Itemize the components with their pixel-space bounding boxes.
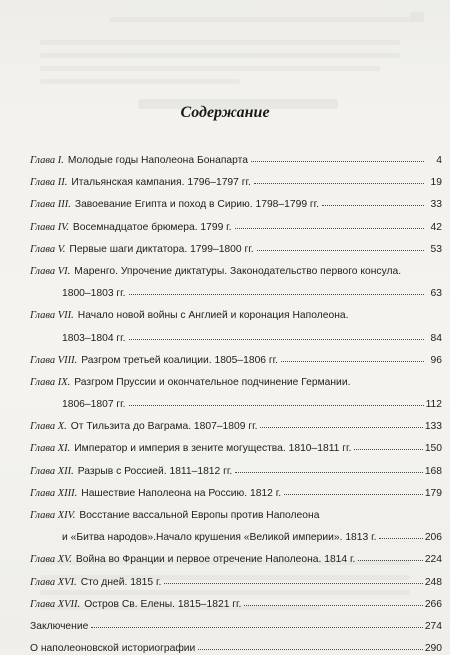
- chapter-label: Глава XVII.: [30, 598, 81, 610]
- toc-entry-spacer: [30, 167, 442, 177]
- toc-entry-spacer: [30, 345, 442, 355]
- toc-entry-spacer: [30, 234, 442, 244]
- dot-leader: [254, 183, 424, 184]
- toc-entry[interactable]: [30, 421, 442, 433]
- toc-entry[interactable]: [30, 599, 442, 611]
- toc-entry-spacer: [30, 256, 442, 266]
- toc-entry[interactable]: [30, 222, 442, 234]
- page-number: 274: [424, 620, 442, 632]
- toc-entry[interactable]: [30, 488, 442, 500]
- chapter-label: Глава XVI.: [30, 576, 77, 588]
- chapter-title-continuation: 1803–1804 гг.: [62, 332, 126, 344]
- toc-entry[interactable]: [30, 355, 442, 367]
- toc-entry-spacer: [30, 611, 442, 621]
- show-through-text: [40, 40, 400, 45]
- toc-entry-spacer: [30, 633, 442, 643]
- dot-leader: [235, 228, 424, 229]
- dot-leader: [198, 649, 422, 650]
- chapter-label: Глава VIII.: [30, 354, 78, 366]
- chapter-label: Глава V.: [30, 243, 66, 255]
- dot-leader: [358, 560, 422, 561]
- toc-entry-continuation[interactable]: [30, 333, 442, 345]
- dot-leader: [260, 427, 422, 428]
- page-number: 150: [424, 443, 442, 455]
- toc-entry-continuation[interactable]: [30, 532, 442, 544]
- chapter-title-continuation: и «Битва народов».Начало крушения «Великой империи». 1813 г.: [62, 532, 377, 544]
- toc-entry[interactable]: [30, 177, 442, 189]
- chapter-title: Разгром третьей коалиции. 1805–1806 гг.: [81, 354, 278, 366]
- chapter-label: Глава XII.: [30, 465, 74, 477]
- toc-entry-spacer: [30, 455, 442, 465]
- chapter-title: Восемнадцатое брюмера. 1799 г.: [72, 221, 232, 233]
- page-number: 266: [424, 598, 442, 610]
- table-of-contents: [30, 155, 442, 655]
- dot-leader: [354, 449, 422, 450]
- chapter-title: Разгром Пруссии и окончательное подчинение Германии.: [74, 376, 351, 388]
- toc-entry[interactable]: [30, 266, 442, 278]
- chapter-label: Глава IV.: [30, 221, 69, 233]
- chapter-title: Итальянская кампания. 1796–1797 гг.: [71, 177, 251, 189]
- page-number: 96: [430, 354, 442, 366]
- chapter-title: Разрыв с Россией. 1811–1812 гг.: [77, 465, 233, 477]
- chapter-title: Война во Франции и первое отречение Наполеона. 1814 г.: [75, 554, 356, 566]
- page-number: 290: [424, 643, 442, 655]
- page-number: 179: [424, 487, 442, 499]
- toc-entry[interactable]: [30, 310, 442, 322]
- toc-title: Содержание: [180, 104, 270, 121]
- chapter-title: О наполеоновской историографии: [30, 643, 196, 655]
- toc-line-spacer: [30, 322, 442, 332]
- chapter-title: Император и империя в зените могущества. 1810–1811 гг.: [74, 443, 352, 455]
- chapter-title-continuation: 1806–1807 гг.: [62, 399, 126, 411]
- chapter-label: Глава VII.: [30, 310, 74, 322]
- toc-entry[interactable]: [30, 443, 442, 455]
- dot-leader: [284, 494, 423, 495]
- toc-entry-spacer: [30, 478, 442, 488]
- toc-entry-spacer: [30, 589, 442, 599]
- show-through-text: [40, 79, 240, 84]
- toc-line-spacer: [30, 389, 442, 399]
- chapter-label: Глава XV.: [30, 554, 72, 566]
- toc-entry[interactable]: [30, 621, 442, 633]
- chapter-title: От Тильзита до Ваграма. 1807–1809 гг.: [70, 421, 258, 433]
- page-number: 63: [430, 288, 442, 300]
- page-number: 224: [424, 554, 442, 566]
- dot-leader: [244, 605, 422, 606]
- dot-leader: [235, 472, 423, 473]
- chapter-title: Сто дней. 1815 г.: [80, 576, 162, 588]
- dot-leader: [129, 405, 424, 406]
- chapter-label: Глава II.: [30, 177, 68, 189]
- show-through-header: [110, 17, 410, 22]
- toc-entry-spacer: [30, 211, 442, 221]
- dot-leader: [129, 339, 424, 340]
- dot-leader: [379, 538, 422, 539]
- show-through-text: [40, 66, 380, 71]
- page-number: 133: [424, 421, 442, 433]
- chapter-label: Глава XIV.: [30, 510, 76, 521]
- toc-entry[interactable]: [30, 643, 442, 655]
- chapter-title-continuation: 1800–1803 гг.: [62, 288, 126, 300]
- chapter-title: Завоевание Египта и поход в Сирию. 1798–1799 гг.: [74, 199, 320, 211]
- dot-leader: [164, 583, 422, 584]
- chapter-title: Заключение: [30, 620, 89, 632]
- toc-line-spacer: [30, 278, 442, 288]
- toc-entry-spacer: [30, 189, 442, 199]
- toc-entry-spacer: [30, 367, 442, 377]
- dot-leader: [91, 627, 422, 628]
- toc-entry-continuation[interactable]: [30, 288, 442, 300]
- chapter-label: Глава VI.: [30, 265, 71, 277]
- toc-entry-spacer: [30, 411, 442, 421]
- page-number: 42: [430, 221, 442, 233]
- chapter-title: Восстание вассальной Европы против Наполеона: [79, 510, 320, 521]
- page-number: 19: [430, 177, 442, 189]
- toc-entry-spacer: [30, 433, 442, 443]
- dot-leader: [129, 294, 424, 295]
- page-number: 53: [430, 243, 442, 255]
- chapter-label: Глава X.: [30, 421, 67, 433]
- toc-entry[interactable]: [30, 466, 442, 478]
- toc-entry-spacer: [30, 300, 442, 310]
- toc-entry[interactable]: [30, 155, 442, 167]
- toc-entry-spacer: [30, 566, 442, 576]
- dot-leader: [257, 250, 424, 251]
- toc-entry[interactable]: [30, 377, 442, 389]
- chapter-title: Остров Св. Елены. 1815–1821 гг.: [84, 598, 242, 610]
- chapter-title: Нашествие Наполеона на Россию. 1812 г.: [81, 487, 282, 499]
- page-number: 112: [425, 399, 442, 411]
- toc-line-spacer: [30, 522, 442, 532]
- page-number: 206: [424, 532, 442, 544]
- toc-entry[interactable]: [30, 244, 442, 256]
- dot-leader: [322, 205, 424, 206]
- chapter-label: Глава IX.: [30, 376, 71, 388]
- chapter-label: Глава XIII.: [30, 487, 78, 499]
- chapter-label: Глава I.: [30, 155, 64, 166]
- chapter-title: Начало новой войны с Англией и коронация Наполеона.: [77, 310, 349, 322]
- toc-entry-spacer: [30, 544, 442, 554]
- page-number: 84: [430, 332, 442, 344]
- toc-entry[interactable]: [30, 554, 442, 566]
- show-through-page-number: [410, 12, 424, 22]
- page-number: 248: [424, 576, 442, 588]
- show-through-text: [40, 53, 400, 58]
- chapter-label: Глава XI.: [30, 443, 71, 455]
- chapter-label: Глава III.: [30, 199, 71, 211]
- chapter-title: Маренго. Упрочение диктатуры. Законодательство первого консула.: [74, 265, 402, 277]
- toc-entry-continuation[interactable]: [30, 399, 442, 411]
- dot-leader: [251, 161, 424, 162]
- page-number: 168: [424, 465, 442, 477]
- toc-entry[interactable]: [30, 510, 442, 522]
- toc-entry-spacer: [30, 500, 442, 510]
- toc-entry[interactable]: [30, 577, 442, 589]
- page-number: 33: [430, 199, 442, 211]
- chapter-title: Молодые годы Наполеона Бонапарта: [67, 155, 248, 166]
- chapter-title: Первые шаги диктатора. 1799–1800 гг.: [69, 243, 254, 255]
- toc-entry[interactable]: [30, 199, 442, 211]
- page-number: 4: [436, 155, 442, 166]
- dot-leader: [281, 361, 424, 362]
